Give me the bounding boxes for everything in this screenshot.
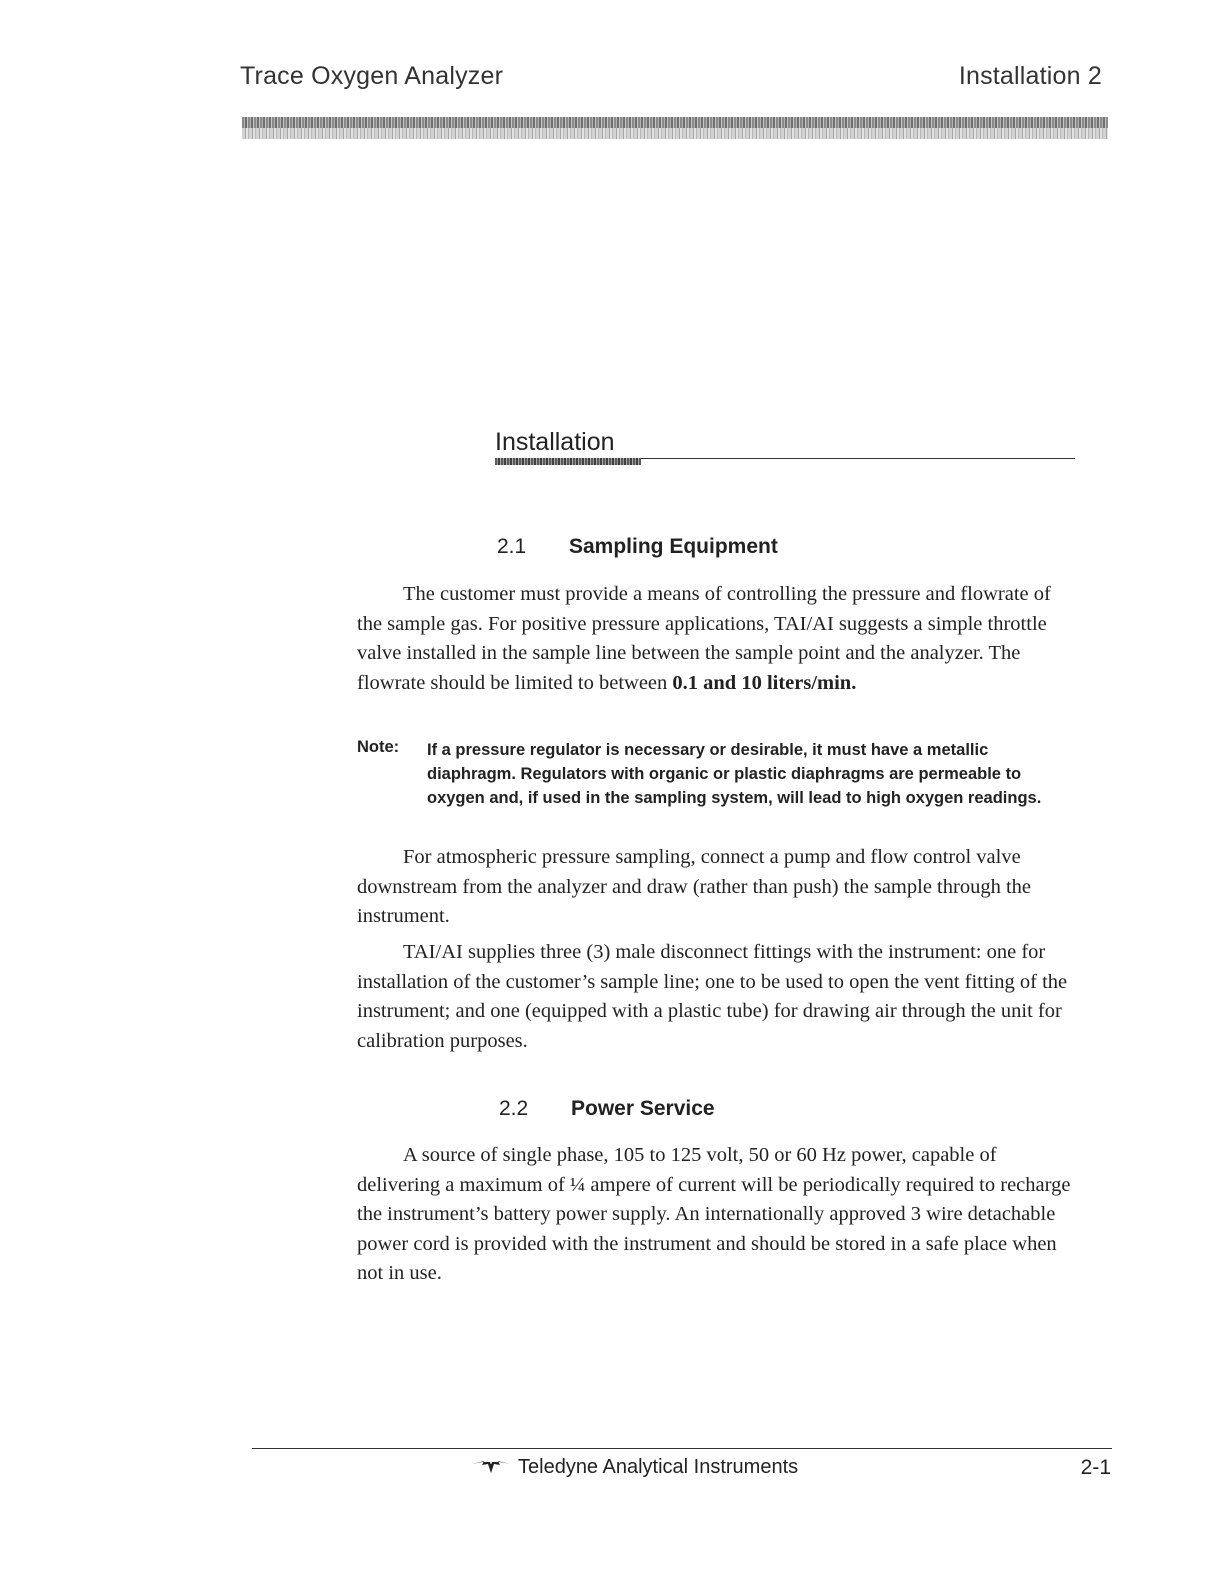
page-number: 2-1: [1080, 1456, 1111, 1479]
paragraph: [357, 1141, 1077, 1289]
running-header-chapter: Installation 2: [958, 62, 1102, 90]
section-title: Power Service: [571, 1097, 715, 1120]
footer-company: Teledyne Analytical Instruments: [518, 1456, 799, 1478]
note-label: Note:: [357, 738, 400, 756]
header-rule-bar: [242, 117, 1108, 139]
paragraph: [357, 938, 1077, 1056]
paragraph-text: For atmospheric pressure sampling, connect a pump and flow control valve downstream from the analyzer and draw (rather than push) the sample through the instrument.: [357, 846, 1031, 927]
paragraph: [357, 843, 1077, 932]
section-title: Sampling Equipment: [569, 535, 778, 558]
running-header-title: Trace Oxygen Analyzer: [240, 62, 504, 90]
note-text: If a pressure regulator is necessary or desirable, it must have a metallic diaphragm. Regulators with organic or plastic diaphragms are permeable to oxygen and, if used in the sampling system, will lead to high oxygen readings.: [427, 741, 1042, 807]
teledyne-logo-icon: [470, 1458, 512, 1476]
paragraph: [357, 580, 1077, 698]
paragraph-text: A source of single phase, 105 to 125 volt, 50 or 60 Hz power, capable of delivering a maximum of ¼ ampere of current will be periodically required to recharge the instrument’s battery power supply. An internationally approved 3 wire detachable power cord is provided with the instrument and should be stored in a safe place when not in use.: [357, 1144, 1071, 1284]
paragraph-text: The customer must provide a means of controlling the pressure and flowrate of the sample gas. For positive pressure applications, TAI/AI suggests a simple throttle valve installed in the sample line between the sample point and the analyzer. The flowrate should be limited to between: [357, 583, 1051, 694]
chapter-title: Installation: [495, 428, 615, 456]
flowrate-range: 0.1 and 10 liters/min.: [672, 671, 857, 694]
chapter-title-underline: [495, 458, 641, 465]
section-number: 2.1: [497, 535, 527, 558]
paragraph-text: TAI/AI supplies three (3) male disconnect fittings with the instrument: one for installation of the customer’s sample line; one to be used to open the vent fitting of the instrument; and one (equipped with a plastic tube) for drawing air through the unit for calibration purposes.: [357, 941, 1068, 1052]
footer-rule: [252, 1448, 1112, 1449]
section-number: 2.2: [499, 1097, 529, 1120]
